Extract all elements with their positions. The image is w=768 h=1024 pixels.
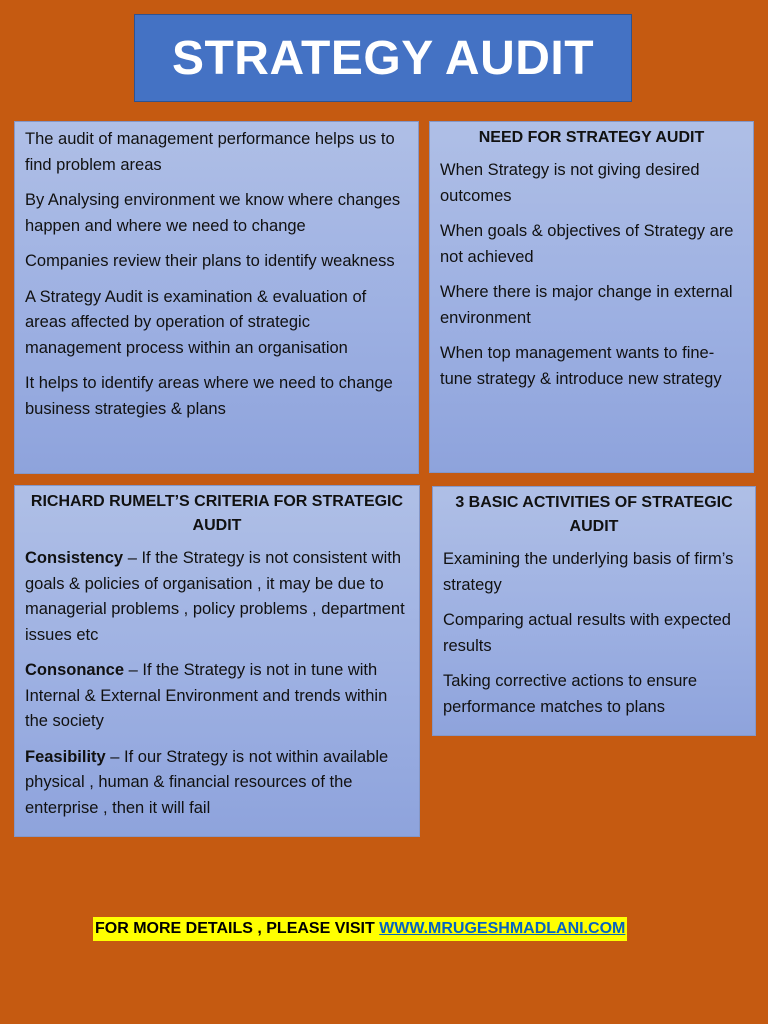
criterion-term: Consistency xyxy=(25,549,124,567)
need-item: When goals & objectives of Strategy are not achieved xyxy=(440,222,734,266)
website-link[interactable]: WWW.MRUGESHMADLANI.COM xyxy=(379,920,626,937)
intro-paragraph: A Strategy Audit is examination & evaluation of areas affected by operation of strategic management process within an organisation xyxy=(25,287,367,357)
criterion-text: – If the Strategy is not in tune with Internal & External Environment and trends within the society xyxy=(25,661,388,730)
criterion-term: Feasibility xyxy=(25,747,106,766)
activity-item: Comparing actual results with expected results xyxy=(443,611,731,655)
activities-heading: 3 BASIC ACTIVITIES OF STRATEGIC AUDIT xyxy=(455,494,733,535)
rumelt-criterion xyxy=(25,546,409,648)
rumelt-criterion xyxy=(25,745,409,822)
criterion-term: Consonance xyxy=(25,661,125,679)
title-banner xyxy=(134,14,632,102)
criterion-text: – If our Strategy is not within available physical , human & financial resources of the enterprise , then it will fail xyxy=(25,747,389,817)
activity-item: Taking corrective actions to ensure performance matches to plans xyxy=(443,672,698,716)
intro-paragraph: The audit of management performance helps us to find problem areas xyxy=(25,130,395,174)
page-title: STRATEGY AUDIT xyxy=(171,31,595,85)
intro-paragraph: Companies review their plans to identify weakness xyxy=(25,252,395,270)
intro-paragraph: By Analysing environment we know where changes happen and where we need to change xyxy=(25,191,401,235)
footer-banner xyxy=(93,917,627,941)
need-item: When top management wants to fine-tune strategy & introduce new strategy xyxy=(440,344,722,388)
need-item: Where there is major change in external environment xyxy=(440,283,733,327)
rumelt-card xyxy=(14,485,420,837)
need-heading: NEED FOR STRATEGY AUDIT xyxy=(478,129,705,146)
rumelt-heading: RICHARD RUMELT’S CRITERIA FOR STRATEGIC AUDIT xyxy=(30,493,404,534)
need-card xyxy=(429,121,754,473)
intro-card xyxy=(14,121,419,474)
activities-card xyxy=(432,486,756,736)
rumelt-criterion xyxy=(25,658,409,735)
need-item: When Strategy is not giving desired outcomes xyxy=(440,161,700,205)
footer-text: FOR MORE DETAILS , PLEASE VISIT xyxy=(95,920,380,937)
intro-paragraph: It helps to identify areas where we need to change business strategies & plans xyxy=(25,374,393,418)
criterion-text: – If the Strategy is not consistent with goals & policies of organisation , it may be due to managerial problems , policy problems , department issues etc xyxy=(25,549,405,644)
activity-item: Examining the underlying basis of firm’s strategy xyxy=(443,550,734,594)
